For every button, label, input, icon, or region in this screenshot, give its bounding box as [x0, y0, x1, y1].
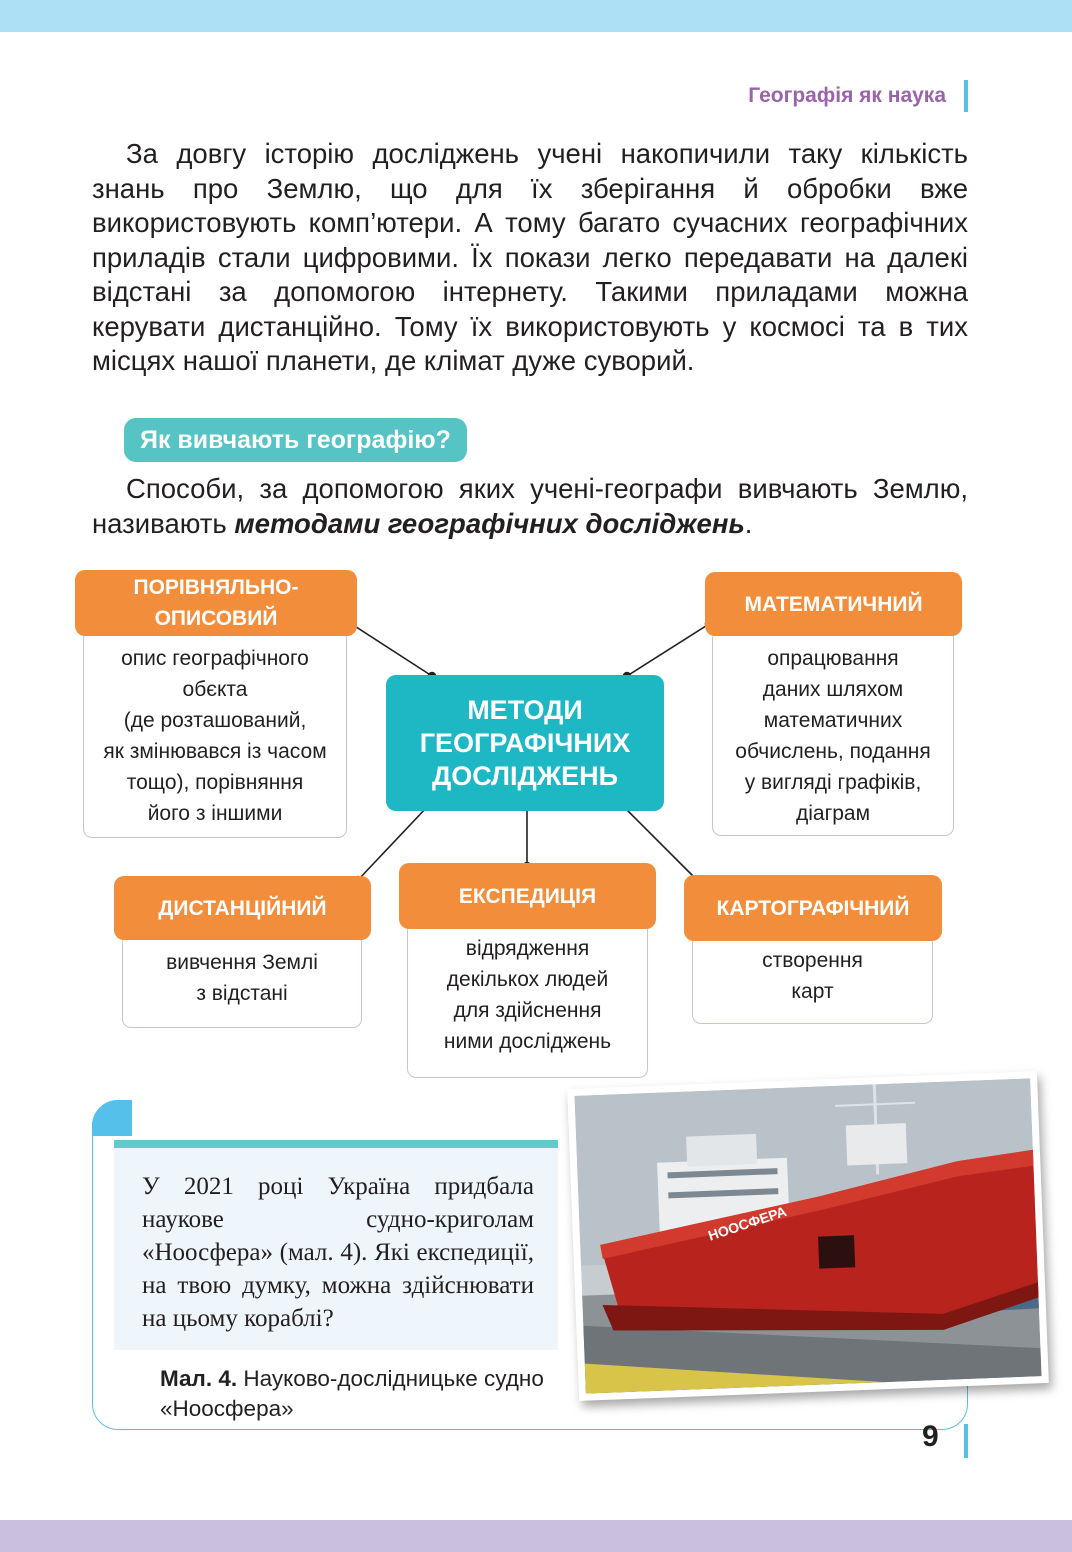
- ship-name-lettering: НООСФЕРА: [706, 1202, 789, 1244]
- section-text-after: .: [744, 507, 753, 539]
- method-description-mathematical: опрацювання даних шляхом математичних обчислень, подання у вигляді графіків, діаграм: [712, 630, 954, 836]
- method-label-remote: ДИСТАНЦІЙНИЙ: [114, 876, 371, 940]
- figure-caption: [160, 1364, 560, 1424]
- method-label-expedition: ЕКСПЕДИЦІЯ: [399, 863, 656, 929]
- figure-caption-text: Науково-дослідницьке судно «Ноосфера»: [160, 1366, 544, 1421]
- icebreaker-illustration: [574, 1078, 1041, 1393]
- section-heading: Як вивчають географію?: [124, 418, 467, 462]
- page-number-divider: [964, 1424, 968, 1458]
- diagram-center-node: МЕТОДИ ГЕОГРАФІЧНИХ ДОСЛІДЖЕНЬ: [386, 675, 664, 811]
- bottom-color-band: [0, 1520, 1072, 1552]
- method-description-expedition: відрядження декількох людей для здійснення ними досліджень: [407, 922, 648, 1078]
- method-description-remote: вивчення Землі з відстані: [122, 934, 362, 1028]
- section-key-term: методами географічних досліджень: [234, 507, 745, 539]
- method-label-comparative: ПОРІВНЯЛЬНО- ОПИСОВИЙ: [75, 570, 357, 636]
- info-box-tab-gap: [132, 1092, 592, 1112]
- method-label-cartographic: КАРТОГРАФІЧНИЙ: [684, 875, 942, 941]
- connector-comparative: [350, 623, 432, 676]
- figure-caption-label: Мал. 4.: [160, 1366, 238, 1391]
- intro-paragraph-text: За довгу історію досліджень учені накопичили таку кількість знань про Землю, що для їх зберігання й обробки вже використовують комп’ютери. А тому багато сучасних географічних приладів стали цифровими. Їх покази легко передавати на далекі відстані за допомогою інтернету. Такими приладами можна керувати дистанційно. Тому їх використовують у космосі та в тих місцях нашої планети, де клімат дуже суворий.: [92, 138, 968, 376]
- page-number: 9: [922, 1420, 939, 1453]
- method-label-mathematical: МАТЕМАТИЧНИЙ: [705, 572, 962, 636]
- running-title: Географія як наука: [748, 84, 946, 107]
- question-box: У 2021 році Україна придбала наукове судно-криголам «Ноосфера» (мал. 4). Які експедиції, на твою думку, можна здійснювати на цьому кораблі?: [114, 1140, 558, 1350]
- ship-photo: [567, 1071, 1049, 1401]
- method-description-comparative: опис географічного обєкта (де розташований, як змінювався із часом тощо), порівняння його з іншими: [83, 630, 347, 838]
- connector-mathematical: [627, 624, 709, 676]
- section-text-before: Способи, за допомогою яких учені-географи вивчають Землю, називають: [92, 473, 968, 539]
- method-description-cartographic: створення карт: [692, 934, 933, 1024]
